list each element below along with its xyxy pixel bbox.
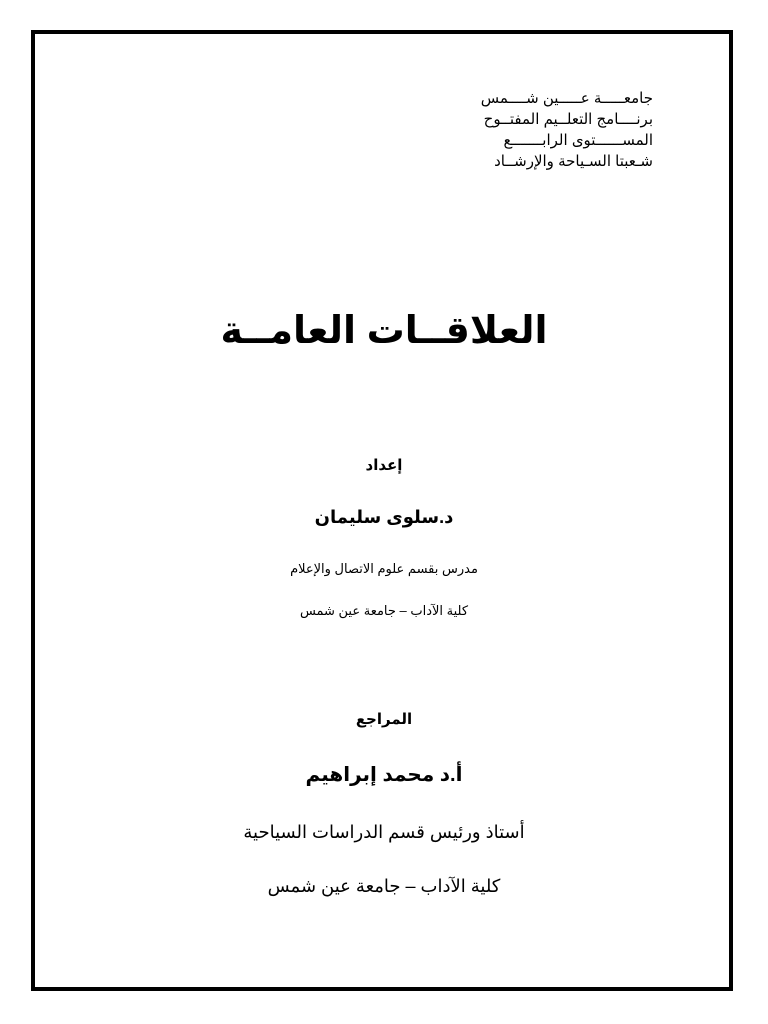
author-position: مدرس بقسم علوم الاتصال والإعلام [290,561,478,576]
reviewer-position: أستاذ ورئيس قسم الدراسات السياحية [243,822,525,842]
university-header [481,88,653,172]
author-name: د.سلوى سليمان [314,507,454,527]
document-title: العلاقــات العامــة [220,310,548,352]
reviewer-faculty: كلية الآداب – جامعة عين شمس [267,876,501,896]
reviewer-label: المراجع [355,711,413,728]
header-program-line: برنــــامج التعلــيم المفتــوح [483,111,653,128]
header-level-line: المســــــتوى الرابـــــــع [503,132,653,149]
author-faculty: كلية الآداب – جامعة عين شمس [299,603,469,618]
header-department-line: شـعبتا السـياحة والإرشــاد [494,153,653,170]
prepared-by-label: إعداد [365,457,403,474]
header-university-line: جامعـــــة عـــــين شــــمس [480,90,653,107]
reviewer-name: أ.د محمد إبراهيم [305,764,463,786]
